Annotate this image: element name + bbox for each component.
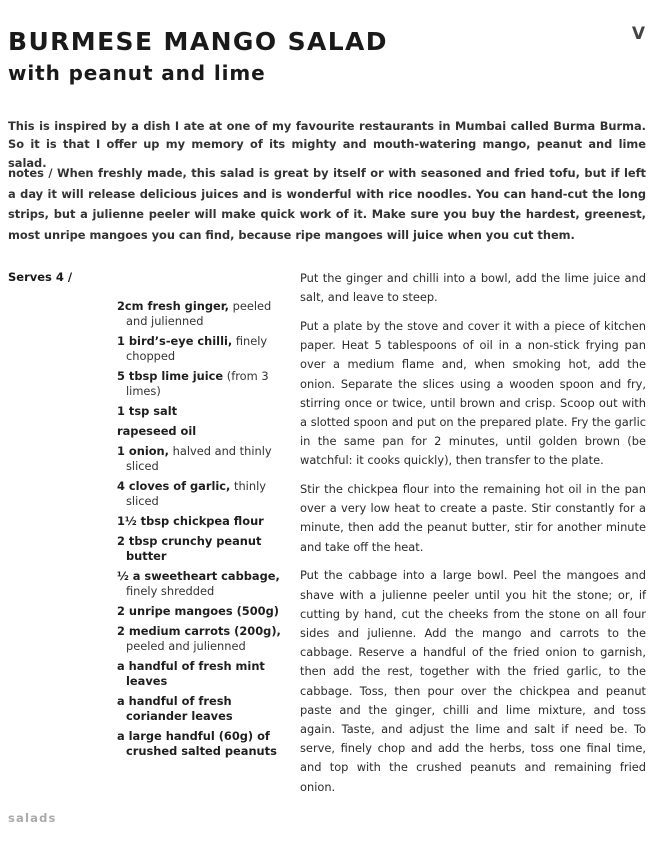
method-step: Put a plate by the stove and cover it with a piece of kitchen paper. Heat 5 tablespoons of oil in a non-stick frying pan over a medium flame and, when smoking hot, add the onion. Separate the slices using a wooden spoon and fry, stirring once or twice, until brown and crisp. Scoop out with a slotted spoon and put on the prepared plate. Fry the garlic in the same pan for 2 minutes, until golden brown (be watchful: it cooks quickly), then transfer to the plate.: [300, 318, 646, 468]
ingredient-item: 2 medium carrots (200g), peeled and julienned: [117, 624, 281, 653]
ingredient-item: rapeseed oil: [117, 424, 197, 438]
ingredient-item: 2 tbsp crunchy peanut butter: [117, 534, 262, 563]
section-letter: V: [631, 24, 645, 44]
notes-paragraph: notes / When freshly made, this salad is great by itself or with seasoned and fried tofu, but if left a day it will release delicious juices and is wonderful with rice noodles. You can hand-cut the long strips, but a julienne peeler will make quick work of it. Make sure you buy the hardest, greenest, most unripe mangoes you can find, because ripe mangoes will juice when you cut them.: [8, 166, 646, 242]
method-section: [300, 269, 646, 806]
ingredient-item: 1 onion, halved and thinly sliced: [117, 444, 272, 473]
ingredient-item: 1½ tbsp chickpea flour: [117, 514, 264, 528]
recipe-title: BURMESE MANGO SALAD: [8, 27, 388, 56]
method-step: Put the cabbage into a large bowl. Peel the mangoes and shave with a julienne peeler until you hit the stone; or, if cutting by hand, cut the cheeks from the stone on all four sides and julienne. Add the mango and carrots to the cabbage. Reserve a handful of the fried onion to garnish, then add the rest, together with the fried garlic, to the cabbage. Toss, then pour over the chickpea and peanut paste and the ginger, chilli and lime mixture, and toss again. Taste, and adjust the lime and salt if need be. To serve, finely chop and add the herbs, toss one final time, and top with the crushed peanuts and remaining fried onion.: [300, 568, 646, 794]
footer-section-label: salads: [8, 811, 57, 825]
ingredient-item: 1 bird’s-eye chilli, finely chopped: [117, 334, 268, 363]
ingredient-item: a handful of fresh coriander leaves: [117, 694, 233, 723]
ingredient-item: ½ a sweetheart cabbage, finely shredded: [117, 569, 280, 598]
ingredient-list: [117, 299, 287, 764]
method-step: Put the ginger and chilli into a bowl, add the lime juice and salt, and leave to steep.: [300, 271, 646, 305]
ingredient-item: a handful of fresh mint leaves: [117, 659, 265, 688]
intro-paragraph: This is inspired by a dish I ate at one of my favourite restaurants in Mumbai called Burma Burma. So it is that I offer up my memory of its mighty and mouth-watering mango, peanut and lime salad.: [8, 119, 646, 170]
ingredient-item: 2cm fresh ginger, peeled and julienned: [117, 299, 272, 328]
ingredient-item: a large handful (60g) of crushed salted peanuts: [117, 729, 277, 758]
method-step: Stir the chickpea flour into the remaining hot oil in the pan over a very low heat to create a paste. Stir constantly for a minute, then add the peanut butter, stir for another minute and take off the heat.: [300, 482, 646, 554]
ingredient-item: 4 cloves of garlic, thinly sliced: [117, 479, 266, 508]
ingredient-item: 2 unripe mangoes (500g): [117, 604, 279, 618]
recipe-subtitle: with peanut and lime: [8, 61, 266, 85]
ingredient-item: 1 tsp salt: [117, 404, 178, 418]
serves-label: Serves 4 /: [8, 270, 73, 284]
ingredient-item: 5 tbsp lime juice (from 3 limes): [117, 369, 269, 398]
